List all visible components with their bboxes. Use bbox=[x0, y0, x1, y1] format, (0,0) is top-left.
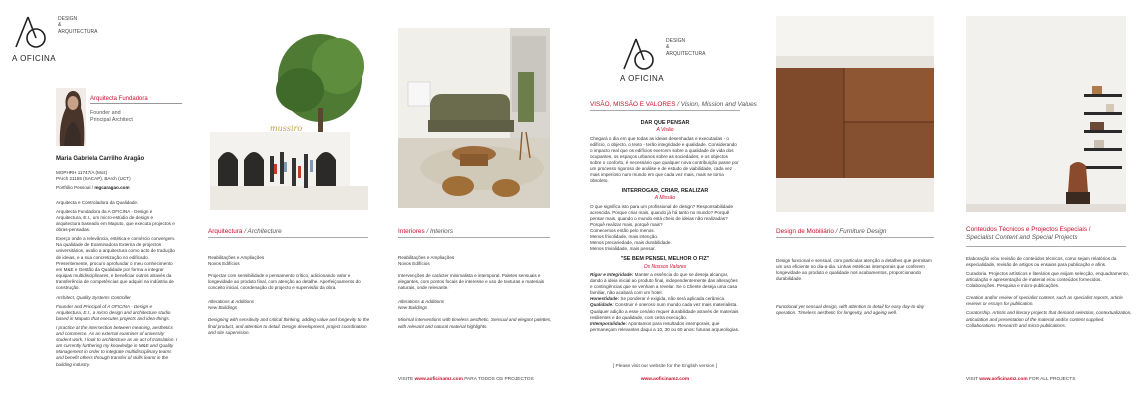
furniture-body: Design funcional e sensual, com particular atenção a detalhes que permitam um uso eficiente no dia-a-dia. Linhas estéticas intemporais que conferem longevidade ao produto e qualidade nos acabamentos, proporcionando durabilidade. Functional yet sensual design, with attention to detail for easy day-to-day operation. Timeless aesthetic for longevity, and ageing well. bbox=[776, 258, 932, 316]
content-title: Conteúdos Técnicos e Projectos Especiais / Specialist Content and Special Projects bbox=[966, 226, 1091, 242]
founder-registrations: MOPHRH 11747/A (Moz) PArch 21155 (SACAP), BArch (UCT) Portfólio Pessoal / mgcaragao.com bbox=[56, 170, 131, 191]
logo-mark-icon bbox=[12, 14, 48, 50]
panel-furniture bbox=[758, 0, 948, 402]
interiors-body: Reabilitações e Ampliações Novos Edifícios Intervenções de carácter minimalista e intemporal. Paletes sensuais e elegantes, com pontos focais de interesse e uso de texturas e materiais naturais, onde relevante. Alterations & Additions New Buildings Minimal interventions with timeless aesthetic. Sensual and elegant palettes, with relevant and natural material highlights. bbox=[398, 255, 552, 329]
logo-mark-icon bbox=[620, 36, 656, 72]
founder-role-en: Founder and Principal Architect bbox=[90, 110, 133, 124]
divider bbox=[398, 237, 550, 238]
portfolio-link[interactable]: mgcaragao.com bbox=[94, 185, 130, 191]
panel-founder bbox=[0, 0, 190, 402]
brand-logo bbox=[620, 36, 720, 86]
architecture-title: Arquitectura / Architecture bbox=[208, 228, 282, 235]
website-link[interactable]: www.aoficinamz.com bbox=[414, 377, 463, 382]
content-footer: VISIT www.aoficinamz.com FOR ALL PROJECTS bbox=[966, 377, 1076, 382]
content-photo bbox=[966, 16, 1126, 212]
furniture-title: Design de Mobiliário / Furniture Design bbox=[776, 228, 887, 235]
divider bbox=[590, 110, 740, 111]
website-link[interactable]: www.aoficinamz.com bbox=[979, 377, 1028, 382]
divider bbox=[966, 246, 1126, 247]
panel-architecture bbox=[190, 0, 380, 402]
english-version-note: [ Please visit our website for the English version ] bbox=[612, 364, 718, 369]
content-body: Elaboração e/ou revisão de conteúdos técnicos, como sejam relatórios da especialidade, revisão de artigos ou ensaios para publicação e afins. Curadoria. Projectos artísticos e literários que exijam selecção, enquadramento, articulação e apresentação de material e/ou conteúdos fornecidos. Colaborações. Pesquisa e micro-publicações. Creation and/or review of specialist content, such as specialist reports, article reviews or essays for publication. Curatorship. Artistic and literary projects that demand selection, contextualization, articulation and presentation of the material and/or content supplied. Collaborations. Research and micro-publications. bbox=[966, 256, 1132, 328]
website-link[interactable]: www.aoficinamz.com bbox=[640, 377, 690, 382]
founder-bio: Arquitecta e Controladora da Qualidade. Arquitecta Fundadora da A OFICINA - Design e Arquitectura, E.I., um micro-estúdio de design e arquitectura baseado em Maputo, que executa projectos e obras-pensadas. Exerço onde a relevância, estética e comércio convergem. Na qualidade de Examinadora Externa de projectos universitários, avalio a arquitectura como acto de tradução de ideias, e a sua concretização no edificado. Presentemente, procuro aprofundar o meu conhecimento em M&E e Gestão da Qualidade por forma a integrar equipas multidisciplinares, e beneficiar outros através da transferência de competências que adquiri na indústria de construção. Architect, Quality Systems Controller Founder and Principal of A OFICINA - Design e Arquitectura, E.I., a micro design and architecture studio based in Maputo that executes projects and idea-things. I practice at the intersection between meaning, aesthetics and commerce. As an external examiner of university student work, I look to architecture as an act of translation. I am currently furthering my knowledge in M&E and Quality Management in order to integrate multidisciplinary teams and benefit others through transfer of skills learnt in the building industry. bbox=[56, 200, 178, 367]
architecture-photo bbox=[208, 28, 368, 210]
founder-portrait bbox=[56, 88, 86, 146]
interiors-photo bbox=[398, 28, 550, 208]
brand-logo bbox=[12, 14, 102, 74]
mission-body: DAR QUE PENSAR A Visão Chegará o dia em que todas as ideias desenhadas e executadas - o edifício, o objecto, o texto - terão integridade e qualidade. Considerando o impacto real que os edifícios exercem sobre a qualidade de vida dos ocupantes, os espaços urbanos sobre as sociedades, e os objectos sobre o conforto, é necessário que qualquer nova contribuição passe por um processo rigoroso de análise e de estudo de viabilidade, cada vez mais imperioso num mundo em que cada vez mais, mais se torna obsoleto. INTERROGAR, CRIAR, REALIZAR A Missão O que significa isto para um profissional de design? Responsabilidade acrescida. Porque criar mais, quando já há tanto no mundo? Porquê pensar mais, quando o mundo está cheio de ideias não realizadas? Porquê realizar mais, porquê mais? Comecemos então pelo menos. Menos frivolidade, mais intenção. Menos precariedade, mais durabilidade. Menos trivialidade, mais pensar. "SE BEM PENSEI, MELHOR O FIZ" Os Nossos Valores Rigor e Integridade: Manter a essência do que se deseja alcançar, dando à ideia inicial ao produto final, independentemente das alterações e contingências que se venham a revelar. Se o Cliente deseja uma casa familiar, não acabará com um hotel. Honestidade: Se ponderar é exigida, não será aplicada cerâmica. Qualidade: Construir é oneroso num mundo cada vez mais materialista. Qualquer adição a esse cenário requer durabilidade através de materiais resilientes e de qualidade, com cetra execução. Intemporalidade: Apontamos para resultados intemporais, que permaneçam relevantes daqui a 10, 30 ou 60 anos: futuras arqueologias. bbox=[590, 120, 740, 332]
brand-name: A OFICINA bbox=[620, 74, 665, 83]
panel-interiors bbox=[380, 0, 568, 402]
mission-footer bbox=[590, 377, 740, 383]
building-sign: mussiro bbox=[270, 124, 303, 133]
founder-name: Maria Gabriela Carrilho Aragão bbox=[56, 156, 145, 162]
divider bbox=[208, 237, 368, 238]
panel-mission bbox=[568, 0, 758, 402]
architecture-body: Reabilitações e Ampliações Novos Edifícios Projectar com sensibilidade e pensamento crítico, adicionando valor e longevidade ao produto final, com atenção ao detalhe. Aperfeiçoamento do conceito inicial, coordenação do projecto e supervisão da obra. Alterations & Additions New Buildings Designing with sensitivity and critical thinking, adding value and longevity to the final product, and attention to detail. Design development, project coordination and site supervision. bbox=[208, 255, 370, 335]
interiors-footer: VISITE www.aoficinamz.com PARA TODOS OS PROJECTOS bbox=[398, 377, 534, 382]
brand-tagline: DESIGN & ARQUITECTURA bbox=[666, 38, 706, 57]
divider bbox=[776, 237, 934, 238]
panel-content bbox=[948, 0, 1139, 402]
founder-role: Arquitecta Fundadora bbox=[90, 96, 148, 102]
brand-name: A OFICINA bbox=[12, 54, 57, 63]
portfolio-label: Portfólio Pessoal / bbox=[56, 185, 95, 191]
divider bbox=[90, 103, 182, 104]
furniture-photo bbox=[776, 16, 934, 212]
brand-tagline: DESIGN & ARQUITECTURA bbox=[58, 16, 98, 35]
mission-title: VISÃO, MISSÃO E VALORES / Vision, Mission and Values bbox=[590, 101, 757, 108]
interiors-title: Interiores / Interiors bbox=[398, 228, 454, 235]
